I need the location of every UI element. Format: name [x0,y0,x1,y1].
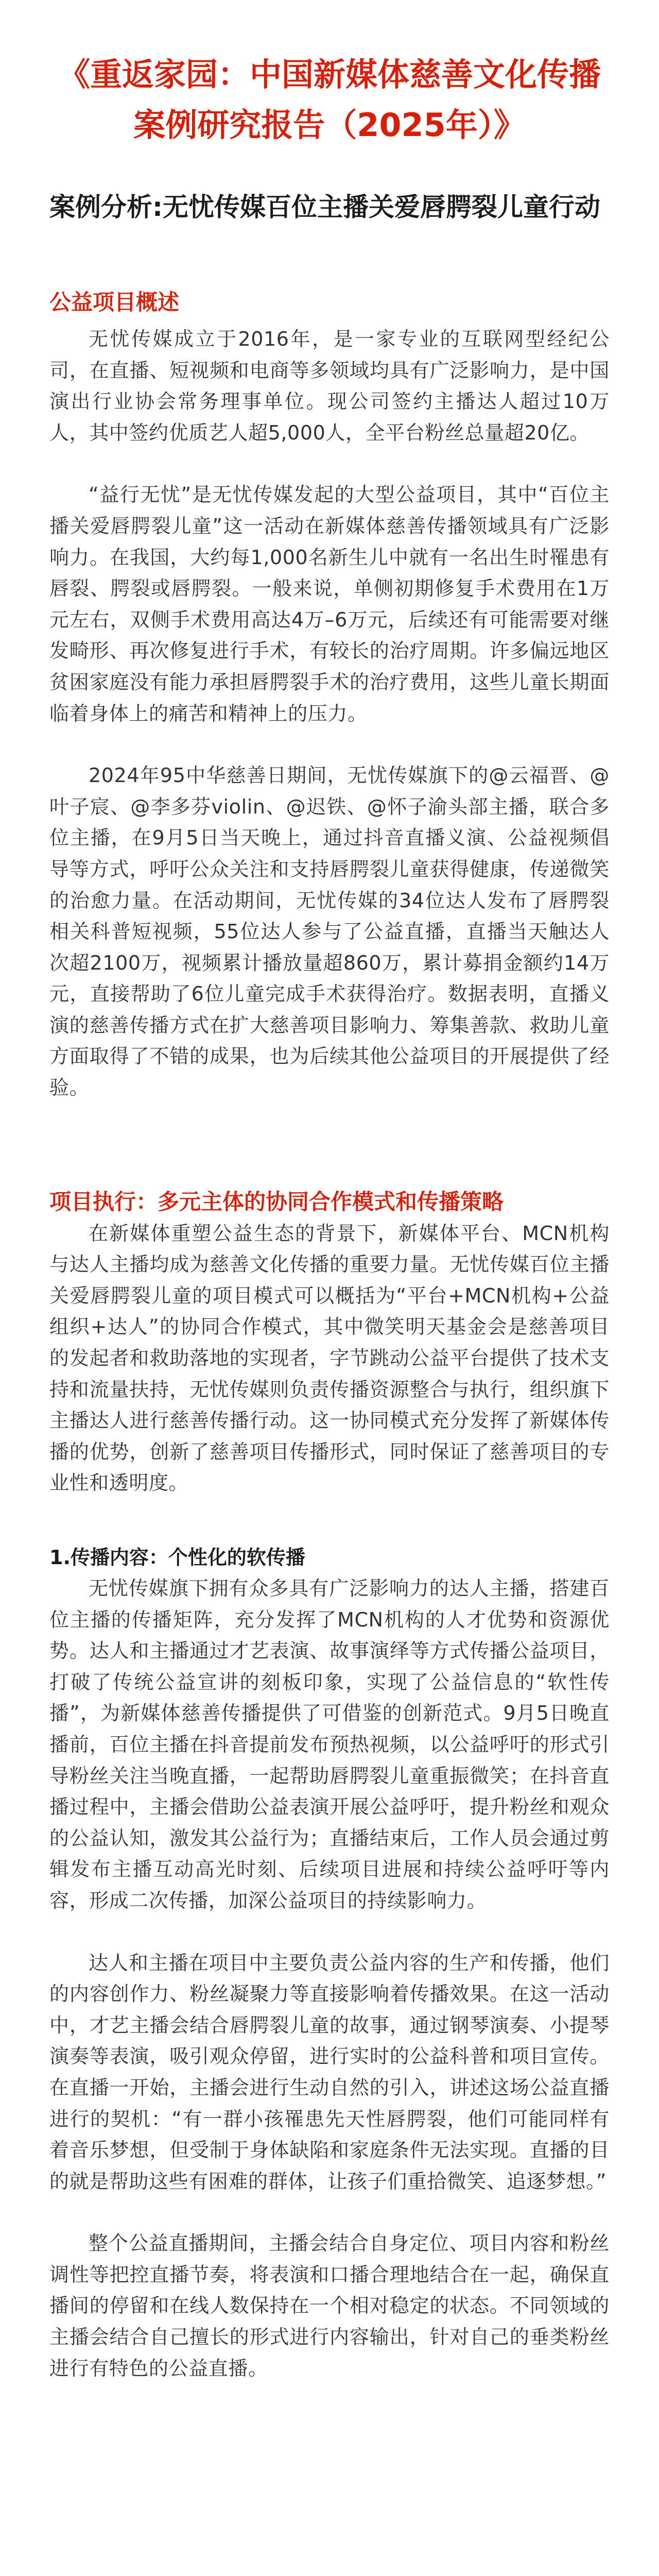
section-heading-highlight: 多元主体的协同合作模式和传播策略 [158,1189,504,1214]
paragraph: 在新媒体重塑公益生态的背景下，新媒体平台、MCN机构与达人主播均成为慈善文化传播的重要力量。无忧传媒百位主播关爱唇腭裂儿童的项目模式可以概括为“平台+MCN机构+公益组织+达人”的协同合作模式，其中微笑明天基金会是慈善项目的发起者和救助落地的实现者，字节跳动公益平台提供了技术支持和流量扶持，无忧传媒则负责传播资源整合与执行，组织旗下主播达人进行慈善传播行动。这一协同模式充分发挥了新媒体传播的优势，创新了慈善项目传播形式，同时保证了慈善项目的专业性和透明度。 [49,1222,610,1495]
paragraph: 达人和主播在项目中主要负责公益内容的生产和传播，他们的内容创作力、粉丝凝聚力等直接影响着传播效果。在这一活动中，才艺主播会结合唇腭裂儿童的故事，通过钢琴演奏、小提琴演奏等表演，吸引观众停留，进行实时的公益科普和项目宣传。在直播一开始，主播会进行生动自然的引入，讲述这场公益直播进行的契机：“有一群小孩罹患先天性唇腭裂，他们可能同样有着音乐梦想，但受制于身体缺陷和家庭条件无法实现。直播的目的就是帮助这些有困难的群体，让孩子们重拾微笑、追逐梦想。” [49,1951,610,2193]
paragraph: 无忧传媒旗下拥有众多具有广泛影响力的达人主播，搭建百位主播的传播矩阵，充分发挥了MCN机构的人才优势和资源优势。达人和主播通过才艺表演、故事演绎等方式传播公益项目，打破了传统公益宣讲的刻板印象，实现了公益信息的“软性传播”，为新媒体慈善传播提供了可借鉴的创新范式。9月5日晚直播前，百位主播在抖音提前发布预热视频，以公益呼吁的形式引导粉丝关注当晚直播，一起帮助唇腭裂儿童重振微笑；在抖音直播过程中，主播会借助公益表演开展公益呼吁，提升粉丝和观众的公益认知，激发其公益行为；直播结束后，工作人员会通过剪辑发布主播互动高光时刻、后续项目进展和持续公益呼吁等内容，形成二次传播，加深公益项目的持续影响力。 [49,1577,610,1912]
paragraph: “益行无忧”是无忧传媒发起的大型公益项目，其中“百位主播关爱唇腭裂儿童”这一活动在新媒体慈善传播领域具有广泛影响力。在我国，大约每1,000名新生儿中就有一名出生时罹患有唇裂、腭裂或唇腭裂。一般来说，单侧初期修复手术费用在1万元左右，双侧手术费用高达4万–6万元，后续还有可能需要对继发畸形、再次修复进行手术，有较长的治疗周期。许多偏远地区贫困家庭没有能力承担唇腭裂手术的治疗费用，这些儿童长期面临着身体上的痛苦和精神上的压力。 [49,483,610,725]
paragraph: 无忧传媒成立于2016年，是一家专业的互联网型经纪公司，在直播、短视频和电商等多领域均具有广泛影响力，是中国演出行业协会常务理事单位。现公司签约主播达人超过10万人，其中签约优质艺人超5,000人，全平台粉丝总量超20亿。 [49,328,610,444]
paragraph: 整个公益直播期间，主播会结合自身定位、项目内容和粉丝调性等把控直播节奏，将表演和口播合理地结合在一起，确保直播间的停留和在线人数保持在一个相对稳定的状态。不同领域的主播会结合自己擅长的形式进行内容输出，针对自己的垂类粉丝进行有特色的公益直播。 [49,2232,610,2380]
section-heading-overview: 公益项目概述 [49,290,180,315]
report-title: 《重返家园：中国新媒体慈善文化传播案例研究报告（2025年）》 [58,56,601,144]
section-heading-execution [49,1186,610,1218]
section-heading-prefix: 项目执行： [49,1189,158,1214]
case-analysis-heading: 案例分析:无忧传媒百位主播关爱唇腭裂儿童行动 [49,192,600,222]
subsection-heading-content: 1.传播内容：个性化的软传播 [49,1546,305,1569]
paragraph: 2024年95中华慈善日期间，无忧传媒旗下的@云福晋、@叶子宸、@李多芬violin、@迟铁、@怀子渝头部主播，联合多位主播，在9月5日当天晚上，通过抖音直播义演、公益视频倡导等方式，呼吁公众关注和支持唇腭裂儿童获得健康，传递微笑的治愈力量。在活动期间，无忧传媒的34位达人发布了唇腭裂相关科普短视频，55位达人参与了公益直播，直播当天触达人次超2100万，视频累计播放量超860万，累计募捐金额约14万元，直接帮助了6位儿童完成手术获得治疗。数据表明，直播义演的慈善传播方式在扩大慈善项目影响力、筹集善款、救助儿童方面取得了不错的成果，也为后续其他公益项目的开展提供了经验。 [49,764,610,1099]
